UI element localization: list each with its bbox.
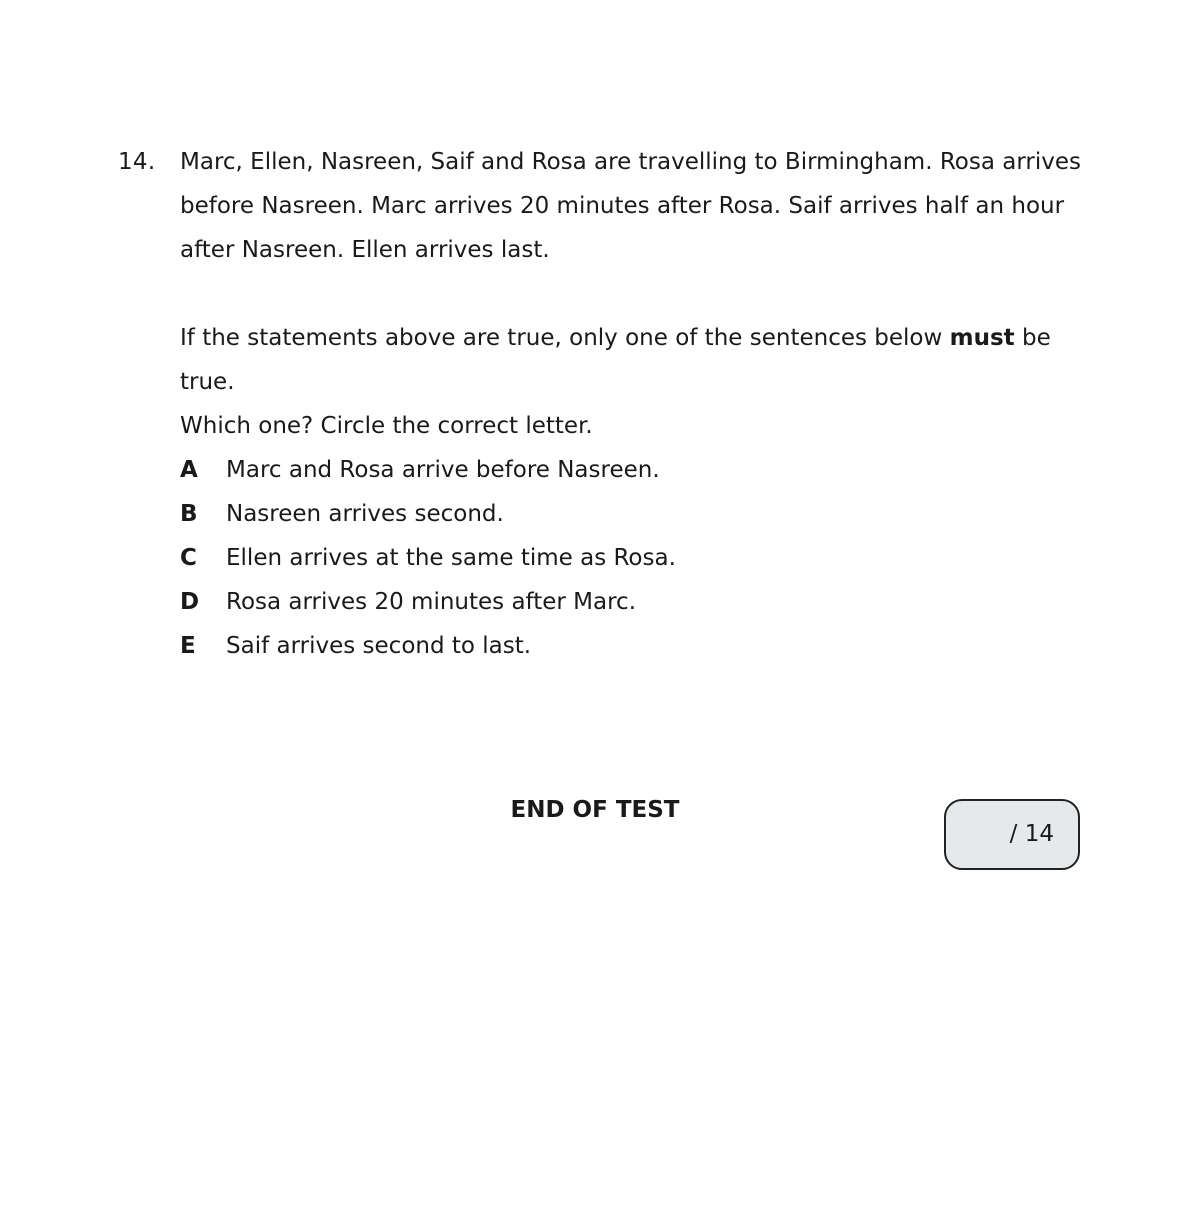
score-total: / 14 [1009,821,1054,847]
question-number: 14. [118,149,156,175]
option-letter[interactable]: B [180,501,198,527]
answer-options [180,448,1090,668]
option-letter[interactable]: C [180,545,197,571]
question-body [180,140,1090,668]
question-stem: Marc, Ellen, Nasreen, Saif and Rosa are travelling to Birmingham. Rosa arrives before Nasreen. Marc arrives 20 minutes after Rosa. Saif arrives half an hour after Nasreen. Ellen arrives last. [180,149,1081,263]
question-prompt [180,316,1090,404]
option-text: Rosa arrives 20 minutes after Marc. [226,589,637,615]
option-a[interactable] [180,448,1090,492]
option-letter[interactable]: D [180,589,200,615]
option-text: Ellen arrives at the same time as Rosa. [226,545,676,571]
option-c[interactable] [180,536,1090,580]
question-instruction: Which one? Circle the correct letter. [180,413,593,439]
end-of-test-label: END OF TEST [510,797,680,823]
option-letter[interactable]: E [180,633,196,659]
option-text: Saif arrives second to last. [226,633,532,659]
option-letter[interactable]: A [180,457,198,483]
option-e[interactable] [180,624,1090,668]
option-text: Nasreen arrives second. [226,501,504,527]
prompt-text-before: If the statements above are true, only one of the sentences below [180,325,950,351]
option-b[interactable] [180,492,1090,536]
option-text: Marc and Rosa arrive before Nasreen. [226,457,660,483]
option-d[interactable] [180,580,1090,624]
prompt-text-after: be true. [180,325,1051,395]
score-box[interactable] [944,799,1080,870]
prompt-emphasis: must [949,325,1015,351]
